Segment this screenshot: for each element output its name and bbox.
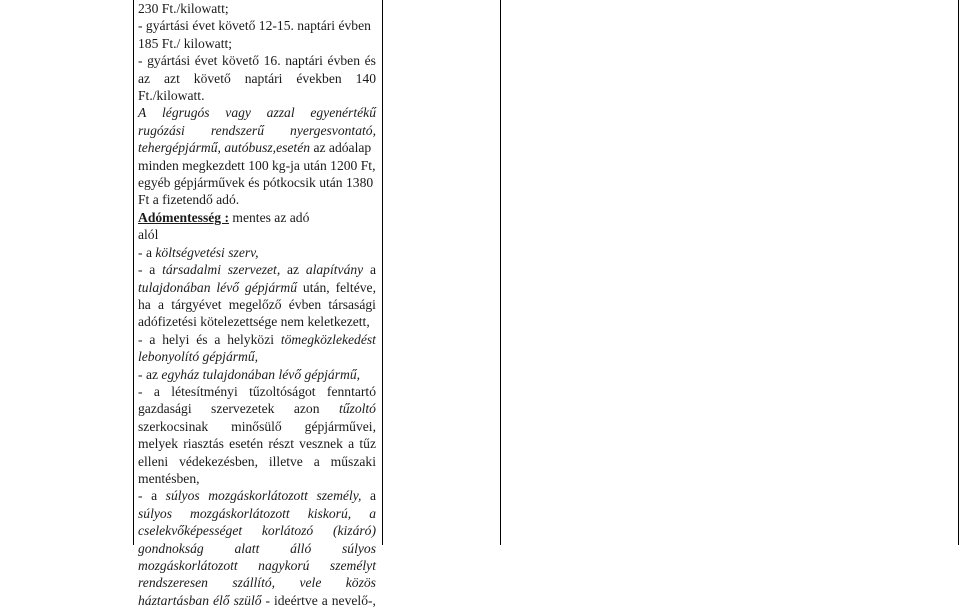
text-line: minden megkezdett 100 kg-ja után 1200 Ft, xyxy=(138,157,376,173)
word: cselekvőképességet xyxy=(138,523,243,539)
table-border-mid-2 xyxy=(500,0,501,545)
word: vesznek xyxy=(299,436,343,452)
text-line xyxy=(138,70,376,87)
text-line: Ft./kilowatt. xyxy=(138,88,205,104)
word: vagy xyxy=(225,105,251,121)
text-line xyxy=(138,244,376,261)
word: minősülő xyxy=(231,418,282,434)
word: a xyxy=(151,488,158,504)
text-line: adófizetési kötelezettsége nem keletkezett, xyxy=(138,314,370,330)
word: szülő xyxy=(233,592,262,608)
text-line xyxy=(138,122,376,139)
word: gyártási xyxy=(147,53,191,69)
word: tűzoltóságot xyxy=(249,383,316,399)
word: (kizáró) xyxy=(332,523,376,539)
word: a xyxy=(348,436,355,452)
text-line xyxy=(138,435,376,452)
word: évet xyxy=(194,53,218,69)
word: az xyxy=(145,366,162,382)
text-line xyxy=(138,418,376,435)
text-line: lebonyolító gépjármű, xyxy=(138,349,259,365)
word: adóalap xyxy=(328,140,372,156)
word: alatt xyxy=(234,540,260,556)
word: szállító, xyxy=(232,575,276,591)
word: naptári xyxy=(244,70,283,86)
word: autóbusz,esetén xyxy=(224,140,314,156)
text-line xyxy=(138,522,376,539)
word: azt xyxy=(164,70,180,86)
text-line: 230 Ft./kilowatt; xyxy=(138,1,229,16)
text-line xyxy=(138,505,376,522)
word: gépjármű, xyxy=(304,366,361,382)
text-fragment: mentes az adó xyxy=(229,209,310,225)
word: tulajdonában xyxy=(202,366,279,382)
word: alapítvány xyxy=(305,262,364,278)
word: helyközi xyxy=(227,331,275,347)
word: a xyxy=(149,262,156,278)
word: gépjárművei, xyxy=(304,418,376,434)
word: - xyxy=(138,262,143,278)
word: naptári xyxy=(285,53,323,69)
word: évben xyxy=(327,53,361,69)
word: légrugós xyxy=(162,105,210,121)
word: azzal xyxy=(266,105,295,121)
table-border-left xyxy=(133,0,134,545)
word: - xyxy=(138,53,143,69)
word: mozgáskorlátozott xyxy=(138,558,238,573)
text-line: - gyártási évet követő 12-15. naptári évben xyxy=(138,18,371,34)
word: - xyxy=(138,366,146,382)
text-line xyxy=(138,366,376,383)
word: években xyxy=(296,70,342,86)
word: egyenértékű xyxy=(310,105,376,121)
word: rugózási xyxy=(138,122,185,138)
word: nagykorú xyxy=(258,558,310,573)
word: személyt xyxy=(329,558,376,573)
text-line xyxy=(138,209,376,226)
word: feltéve, xyxy=(335,279,376,295)
text-line xyxy=(138,557,376,574)
word: évben xyxy=(288,296,322,312)
word: - xyxy=(138,488,143,504)
word: szervezetek xyxy=(211,401,275,417)
text-line xyxy=(138,52,376,69)
word: a xyxy=(145,244,156,260)
word: fenntartó xyxy=(326,383,376,399)
word: - xyxy=(138,383,143,399)
word: a xyxy=(214,331,221,347)
word: védekezésben, xyxy=(179,453,258,469)
word: rendszerű xyxy=(210,122,264,138)
word: lévő xyxy=(216,279,240,295)
word: nyergesvontató, xyxy=(290,122,376,138)
text-line: Ft a fizetendő adó. xyxy=(138,192,240,208)
table-border-mid-1 xyxy=(382,0,383,545)
word: költségvetési xyxy=(155,244,229,260)
text-line: 185 Ft./ kilowatt; xyxy=(138,35,233,51)
word: az xyxy=(313,140,329,156)
text-line xyxy=(138,296,376,313)
word: a xyxy=(321,592,328,608)
word: riasztás xyxy=(183,436,224,452)
word: tehergépjármű, xyxy=(138,140,225,156)
word: esetén xyxy=(229,436,264,452)
word: élő xyxy=(212,592,230,608)
word: után, xyxy=(302,279,330,295)
word: - xyxy=(138,244,146,260)
word: - xyxy=(138,331,143,347)
word: mozgáskorlátozott xyxy=(190,505,290,521)
text-line xyxy=(138,139,376,156)
word: háztartásban xyxy=(138,592,210,608)
word: társadalmi xyxy=(162,262,221,278)
word: a xyxy=(149,331,156,347)
word: álló xyxy=(290,540,312,556)
text-line xyxy=(138,279,376,296)
word: a xyxy=(313,453,320,469)
word: létesítményi xyxy=(171,383,238,399)
word: kiskorú, xyxy=(307,505,352,521)
word: műszaki xyxy=(330,453,376,469)
word: szervezet, xyxy=(227,262,281,278)
word: - xyxy=(265,592,271,608)
word: súlyos xyxy=(342,540,376,556)
word: részt xyxy=(268,436,294,452)
word: gondnokság xyxy=(138,540,204,556)
word: súlyos xyxy=(165,488,200,504)
word: megelőző xyxy=(228,296,282,312)
text-line xyxy=(138,453,376,470)
word: és xyxy=(196,331,208,347)
word: azon xyxy=(293,401,320,417)
word: korlátozó xyxy=(261,523,314,539)
word: az xyxy=(138,70,151,86)
word: követő xyxy=(193,70,231,86)
word: közös xyxy=(345,575,376,591)
word: a xyxy=(369,505,376,521)
word: gazdasági xyxy=(138,401,192,417)
text-line xyxy=(138,400,376,417)
text-line: egyéb gépjárművek és pótkocsik után 1380 xyxy=(138,175,374,191)
text-line xyxy=(138,104,376,121)
word: egyház xyxy=(161,366,203,382)
word: ha xyxy=(138,296,151,312)
word: mozgáskorlátozott xyxy=(208,488,308,504)
word: ideértve xyxy=(273,592,318,608)
table-border-right xyxy=(958,0,959,545)
text-line xyxy=(138,383,376,400)
word: a xyxy=(153,383,160,399)
word: lévő xyxy=(278,366,305,382)
word: a xyxy=(369,262,376,278)
word: tulajdonában xyxy=(138,279,211,295)
text-line xyxy=(138,261,376,278)
text-line xyxy=(138,574,376,591)
word: és xyxy=(364,53,376,69)
word: személy, xyxy=(316,488,362,504)
word: súlyos xyxy=(138,505,172,521)
word: gépjármű xyxy=(244,279,298,295)
word: társasági xyxy=(328,296,376,312)
word: a xyxy=(158,296,165,312)
text-line: alól xyxy=(138,227,159,243)
word: szerkocsinak xyxy=(138,418,209,434)
word: 140 xyxy=(355,70,376,86)
word: követő xyxy=(222,53,260,69)
word: helyi xyxy=(162,331,190,347)
word: az xyxy=(286,262,300,278)
word: A xyxy=(138,105,147,121)
word: nevelő-, xyxy=(331,592,376,608)
word: tömegközlekedést xyxy=(280,331,376,347)
word: vele xyxy=(299,575,322,591)
word: melyek xyxy=(138,436,179,452)
text-line xyxy=(138,487,376,504)
word: szerv, xyxy=(228,244,259,260)
exemption-heading: Adómentesség : xyxy=(138,209,229,225)
tax-text-column xyxy=(138,0,376,609)
word: 16. xyxy=(263,53,281,69)
text-line xyxy=(138,540,376,557)
word: illetve xyxy=(268,453,303,469)
text-line xyxy=(138,331,376,348)
word: tárgyévet xyxy=(171,296,222,312)
word: tűzoltó xyxy=(338,401,376,417)
word: elleni xyxy=(138,453,169,469)
text-line: mentésben, xyxy=(138,470,200,486)
word: a xyxy=(369,488,376,504)
word: rendszeresen xyxy=(138,575,208,591)
word: tűz xyxy=(359,436,376,452)
text-line xyxy=(138,592,376,609)
